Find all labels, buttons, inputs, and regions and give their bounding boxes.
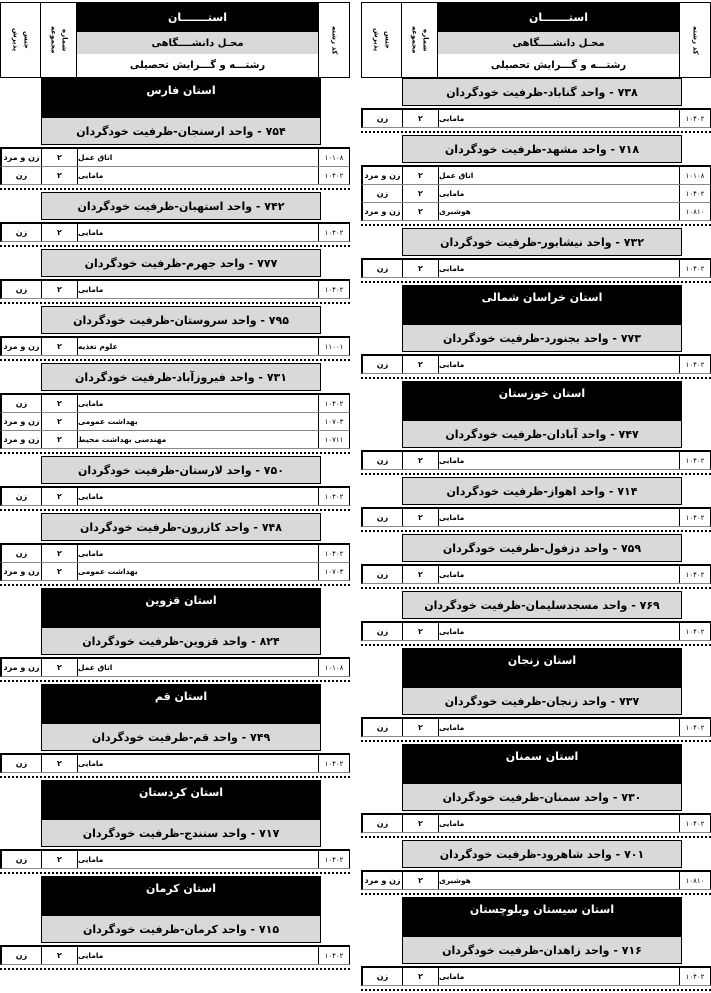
field-name-cell: مامایی — [78, 395, 319, 412]
table-row — [361, 260, 711, 278]
field-code-cell: ۱۰۴۰۲ — [324, 855, 344, 864]
number-cell: ۲ — [42, 851, 78, 868]
sex-cell: زن و مرد — [2, 149, 42, 166]
dotted-separator — [361, 833, 711, 838]
right-table-body — [361, 78, 711, 991]
left-table-body — [0, 78, 350, 970]
unit-title: ۸۲۴ - واحد قزوین-ظرفیت خودگردان — [41, 628, 321, 655]
field-rows — [0, 279, 350, 299]
dotted-separator — [361, 890, 711, 895]
sex-cell: زن — [363, 815, 403, 832]
number-cell: ۲ — [403, 968, 439, 985]
number-cell: ۲ — [42, 167, 78, 184]
field-name-cell: بهداشت عمومی — [78, 413, 319, 430]
unit-block — [361, 78, 711, 133]
unit-block — [0, 363, 350, 454]
sex-cell: زن و مرد — [2, 659, 42, 676]
table-row — [361, 356, 711, 374]
sex-cell: زن — [363, 968, 403, 985]
unit-block — [0, 876, 350, 970]
dotted-separator — [361, 641, 711, 646]
sex-cell: زن — [363, 110, 403, 127]
unit-block — [0, 780, 350, 874]
field-rows — [0, 336, 350, 356]
dotted-separator — [361, 986, 711, 991]
field-code-cell: ۱۰۴۰۲ — [685, 456, 705, 465]
unit-block — [361, 534, 711, 589]
field-rows — [361, 966, 711, 986]
table-row — [0, 395, 350, 413]
dotted-separator — [361, 374, 711, 379]
field-code-cell: ۱۰۴۰۲ — [685, 723, 705, 732]
header-number-cell — [402, 3, 438, 77]
dotted-separator — [361, 221, 711, 226]
province-title: استان خوزستان — [402, 381, 682, 421]
field-name-cell: مامایی — [78, 167, 319, 184]
unit-title: ۷۱۶ - واحد زاهدان-ظرفیت خودگردان — [402, 937, 682, 964]
number-cell: ۲ — [42, 395, 78, 412]
number-cell: ۲ — [42, 149, 78, 166]
unit-title: ۷۱۷ - واحد سنندج-ظرفیت خودگردان — [41, 820, 321, 847]
header-main-cell — [438, 3, 680, 77]
table-row — [361, 719, 711, 737]
number-cell: ۲ — [403, 509, 439, 526]
unit-block — [0, 513, 350, 586]
right-table — [361, 2, 711, 993]
field-name-cell: مامایی — [439, 968, 680, 985]
header-main-cell — [77, 3, 319, 77]
unit-title: ۷۴۹ - واحد قم-ظرفیت خودگردان — [41, 724, 321, 751]
header-code-label: کد رشته — [691, 25, 700, 55]
header-location-label: محـل دانشــــگاهی — [438, 32, 679, 54]
number-cell: ۲ — [42, 431, 78, 448]
field-name-cell: علوم تغذیه — [78, 338, 319, 355]
province-title: استان سمنان — [402, 744, 682, 784]
unit-title: ۷۱۸ - واحد مشهد-ظرفیت خودگردان — [402, 135, 682, 163]
unit-title: ۷۳۷ - واحد زنجان-ظرفیت خودگردان — [402, 688, 682, 715]
table-row — [361, 968, 711, 986]
field-rows — [361, 165, 711, 221]
unit-title: ۷۳۰ - واحد سمنان-ظرفیت خودگردان — [402, 784, 682, 811]
unit-block — [0, 684, 350, 778]
field-rows — [0, 849, 350, 869]
field-code-cell: ۱۰۷۰۳ — [324, 567, 344, 576]
unit-block — [361, 381, 711, 475]
table-row — [361, 623, 711, 641]
unit-title: ۷۵۹ - واحد دزفول-ظرفیت خودگردان — [402, 534, 682, 562]
field-code-cell: ۱۰۴۰۲ — [324, 492, 344, 501]
table-row — [0, 281, 350, 299]
sex-cell: زن — [2, 488, 42, 505]
table-row — [361, 110, 711, 128]
unit-block — [361, 648, 711, 742]
field-rows — [0, 486, 350, 506]
number-cell: ۲ — [42, 413, 78, 430]
number-cell: ۲ — [403, 356, 439, 373]
province-title: استان کرمان — [41, 876, 321, 916]
field-code-cell: ۱۰۴۰۲ — [685, 819, 705, 828]
dotted-separator — [0, 869, 350, 874]
field-rows — [0, 945, 350, 965]
field-rows — [361, 258, 711, 278]
field-code-cell: ۱۰۱۰۸ — [324, 663, 344, 672]
province-title: استان قزوین — [41, 588, 321, 628]
field-rows — [361, 450, 711, 470]
province-title: استان قم — [41, 684, 321, 724]
field-name-cell: مامایی — [78, 224, 319, 241]
number-cell: ۲ — [42, 488, 78, 505]
sex-cell: زن — [2, 224, 42, 241]
header-province-label: استـــــــان — [438, 3, 679, 32]
field-name-cell: مامایی — [78, 488, 319, 505]
header-sex-label: جنس — [22, 31, 31, 49]
dotted-separator — [0, 773, 350, 778]
field-rows — [361, 507, 711, 527]
field-rows — [0, 657, 350, 677]
field-code-cell: ۱۰۴۰۲ — [685, 114, 705, 123]
dotted-separator — [0, 356, 350, 361]
field-rows — [0, 147, 350, 185]
table-row — [361, 452, 711, 470]
field-rows — [361, 813, 711, 833]
number-cell: ۲ — [403, 260, 439, 277]
unit-title: ۷۴۲ - واحد استهبان-ظرفیت خودگردان — [41, 192, 321, 220]
dotted-separator — [0, 506, 350, 511]
field-rows — [361, 108, 711, 128]
table-row — [0, 488, 350, 506]
province-title: استان زنجان — [402, 648, 682, 688]
table-row — [361, 872, 711, 890]
number-cell: ۲ — [42, 755, 78, 772]
field-code-cell: ۱۰۱۰۸ — [685, 171, 705, 180]
table-row — [0, 947, 350, 965]
field-name-cell: مامایی — [439, 110, 680, 127]
table-row — [0, 755, 350, 773]
field-code-cell: ۱۰۸۱۰ — [685, 876, 705, 885]
unit-title: ۷۱۴ - واحد اهواز-ظرفیت خودگردان — [402, 477, 682, 505]
number-cell: ۲ — [403, 623, 439, 640]
sex-cell: زن و مرد — [2, 338, 42, 355]
field-name-cell: مامایی — [439, 815, 680, 832]
field-name-cell: مامایی — [439, 719, 680, 736]
unit-title: ۷۱۵ - واحد کرمان-ظرفیت خودگردان — [41, 916, 321, 943]
sex-cell: زن و مرد — [363, 167, 403, 184]
unit-block — [361, 285, 711, 379]
field-name-cell: مامایی — [78, 281, 319, 298]
header-number-cell — [41, 3, 77, 77]
number-cell: ۲ — [42, 947, 78, 964]
field-code-cell: ۱۰۴۰۲ — [685, 189, 705, 198]
field-code-cell: ۱۰۴۰۲ — [685, 360, 705, 369]
field-code-cell: ۱۰۴۰۲ — [685, 627, 705, 636]
table-row — [0, 167, 350, 185]
table-row — [0, 563, 350, 581]
field-code-cell: ۱۰۴۰۲ — [685, 972, 705, 981]
table-row — [0, 545, 350, 563]
sex-cell: زن — [2, 281, 42, 298]
header-admission-label: پذیرش — [372, 28, 381, 52]
field-name-cell: اتاق عمل — [78, 659, 319, 676]
sex-cell: زن — [2, 851, 42, 868]
number-cell: ۲ — [42, 338, 78, 355]
unit-title: ۷۵۰ - واحد لارستان-ظرفیت خودگردان — [41, 456, 321, 484]
unit-block — [361, 228, 711, 283]
field-code-cell: ۱۰۴۰۲ — [685, 570, 705, 579]
sex-cell: زن و مرد — [363, 203, 403, 220]
field-code-cell: ۱۰۴۰۲ — [324, 285, 344, 294]
field-name-cell: مامایی — [439, 566, 680, 583]
field-code-cell: ۱۰۷۱۱ — [324, 435, 344, 444]
sex-cell: زن و مرد — [2, 563, 42, 580]
number-cell: ۲ — [42, 545, 78, 562]
table-row — [0, 659, 350, 677]
field-name-cell: هوشبری — [439, 872, 680, 889]
field-code-cell: ۱۰۱۰۸ — [324, 153, 344, 162]
table-row — [0, 431, 350, 449]
sex-cell: زن و مرد — [2, 413, 42, 430]
field-name-cell: مامایی — [439, 356, 680, 373]
field-name-cell: اتاق عمل — [439, 167, 680, 184]
dotted-separator — [0, 677, 350, 682]
field-code-cell: ۱۰۴۰۲ — [324, 549, 344, 558]
unit-block — [0, 588, 350, 682]
header-sex-cell — [1, 3, 41, 77]
field-code-cell: ۱۰۴۰۲ — [324, 759, 344, 768]
number-cell: ۲ — [403, 719, 439, 736]
field-code-cell: ۱۱۰۰۱ — [324, 342, 344, 351]
dotted-separator — [361, 470, 711, 475]
unit-block — [361, 744, 711, 838]
unit-title: ۷۵۴ - واحد ارسنجان-ظرفیت خودگردان — [41, 118, 321, 145]
sex-cell: زن — [2, 167, 42, 184]
sex-cell: زن — [2, 395, 42, 412]
table-row — [0, 224, 350, 242]
unit-title: ۷۴۷ - واحد آبادان-ظرفیت خودگردان — [402, 421, 682, 448]
unit-title: ۷۷۳ - واحد بجنورد-ظرفیت خودگردان — [402, 325, 682, 352]
number-cell: ۲ — [403, 566, 439, 583]
dotted-separator — [0, 965, 350, 970]
header-number-label: شماره — [60, 28, 69, 52]
sex-cell: زن — [2, 947, 42, 964]
unit-title: ۷۰۱ - واحد شاهرود-ظرفیت خودگردان — [402, 840, 682, 868]
number-cell: ۲ — [42, 563, 78, 580]
field-name-cell: مامایی — [439, 452, 680, 469]
header-set-label: مجموعه — [49, 26, 58, 54]
unit-title: ۷۴۸ - واحد کازرون-ظرفیت خودگردان — [41, 513, 321, 541]
unit-block — [0, 192, 350, 247]
sex-cell: زن — [363, 185, 403, 202]
field-code-cell: ۱۰۴۰۲ — [324, 228, 344, 237]
sex-cell: زن — [2, 755, 42, 772]
field-name-cell: مامایی — [78, 755, 319, 772]
unit-block — [361, 477, 711, 532]
table-row — [0, 338, 350, 356]
header-sex-label: جنس — [383, 31, 392, 49]
field-code-cell: ۱۰۸۱۰ — [685, 207, 705, 216]
field-name-cell: اتاق عمل — [78, 149, 319, 166]
header-number-label: شماره — [421, 28, 430, 52]
unit-block — [0, 456, 350, 511]
number-cell: ۲ — [403, 167, 439, 184]
field-name-cell: مامایی — [78, 851, 319, 868]
field-code-cell: ۱۰۴۰۲ — [685, 264, 705, 273]
field-rows — [0, 222, 350, 242]
left-table — [0, 2, 350, 972]
table-row — [361, 815, 711, 833]
sex-cell: زن و مرد — [2, 431, 42, 448]
unit-block — [0, 306, 350, 361]
field-name-cell: مامایی — [78, 545, 319, 562]
field-name-cell: هوشبری — [439, 203, 680, 220]
table-header — [0, 2, 350, 78]
number-cell: ۲ — [403, 872, 439, 889]
table-row — [0, 149, 350, 167]
unit-block — [0, 78, 350, 190]
sex-cell: زن — [363, 509, 403, 526]
dotted-separator — [0, 581, 350, 586]
dotted-separator — [361, 278, 711, 283]
header-set-label: مجموعه — [410, 26, 419, 54]
field-name-cell: مامایی — [439, 260, 680, 277]
table-row — [361, 566, 711, 584]
unit-title: ۷۳۲ - واحد نیشابور-ظرفیت خودگردان — [402, 228, 682, 256]
dotted-separator — [0, 242, 350, 247]
unit-block — [361, 840, 711, 895]
table-row — [361, 185, 711, 203]
unit-title: ۷۳۱ - واحد فیروزآباد-ظرفیت خودگردان — [41, 363, 321, 391]
field-code-cell: ۱۰۴۰۲ — [324, 399, 344, 408]
field-name-cell: مامایی — [439, 623, 680, 640]
province-title: استان کردستان — [41, 780, 321, 820]
field-code-cell: ۱۰۷۰۳ — [324, 417, 344, 426]
field-name-cell: مهندسی بهداشت محیط — [78, 431, 319, 448]
field-code-cell: ۱۰۴۰۲ — [324, 951, 344, 960]
table-row — [361, 203, 711, 221]
province-title: استان سیستان وبلوچستان — [402, 897, 682, 937]
unit-block — [361, 897, 711, 991]
header-field-label: رشتـــه و گـــرایش تحصیلی — [438, 54, 679, 77]
unit-title: ۷۶۹ - واحد مسجدسلیمان-ظرفیت خودگردان — [402, 591, 682, 619]
field-code-cell: ۱۰۴۰۲ — [685, 513, 705, 522]
province-title: استان خراسان شمالی — [402, 285, 682, 325]
unit-title: ۷۹۵ - واحد سروستان-ظرفیت خودگردان — [41, 306, 321, 334]
field-rows — [361, 621, 711, 641]
dotted-separator — [0, 299, 350, 304]
header-field-label: رشتـــه و گـــرایش تحصیلی — [77, 54, 318, 77]
unit-title: ۷۳۸ - واحد گناباد-ظرفیت خودگردان — [402, 78, 682, 106]
dotted-separator — [361, 737, 711, 742]
field-name-cell: مامایی — [439, 509, 680, 526]
table-row — [0, 413, 350, 431]
dotted-separator — [0, 185, 350, 190]
field-name-cell: بهداشت عمومی — [78, 563, 319, 580]
unit-block — [0, 249, 350, 304]
province-title: استان فارس — [41, 78, 321, 118]
field-rows — [0, 543, 350, 581]
dotted-separator — [361, 584, 711, 589]
field-rows — [361, 564, 711, 584]
sex-cell: زن — [363, 452, 403, 469]
table-header — [361, 2, 711, 78]
unit-block — [361, 135, 711, 226]
sex-cell: زن — [363, 260, 403, 277]
field-name-cell: مامایی — [439, 185, 680, 202]
number-cell: ۲ — [403, 452, 439, 469]
dotted-separator — [361, 527, 711, 532]
field-rows — [0, 753, 350, 773]
field-rows — [361, 717, 711, 737]
field-code-cell: ۱۰۴۰۲ — [324, 171, 344, 180]
number-cell: ۲ — [42, 224, 78, 241]
table-row — [361, 167, 711, 185]
header-location-label: محـل دانشــــگاهی — [77, 32, 318, 54]
table-row — [0, 851, 350, 869]
sex-cell: زن — [363, 356, 403, 373]
number-cell: ۲ — [403, 815, 439, 832]
header-admission-label: پذیرش — [11, 28, 20, 52]
header-sex-cell — [362, 3, 402, 77]
unit-block — [361, 591, 711, 646]
sex-cell: زن — [363, 623, 403, 640]
header-province-label: استـــــــان — [77, 3, 318, 32]
sex-cell: زن و مرد — [363, 872, 403, 889]
number-cell: ۲ — [42, 281, 78, 298]
number-cell: ۲ — [403, 203, 439, 220]
number-cell: ۲ — [42, 659, 78, 676]
table-row — [361, 509, 711, 527]
header-code-label: کد رشته — [330, 25, 339, 55]
number-cell: ۲ — [403, 110, 439, 127]
sex-cell: زن — [363, 719, 403, 736]
field-rows — [0, 393, 350, 449]
field-name-cell: مامایی — [78, 947, 319, 964]
sex-cell: زن — [2, 545, 42, 562]
header-code-cell — [319, 3, 349, 77]
header-code-cell — [680, 3, 710, 77]
unit-title: ۷۷۷ - واحد جهرم-ظرفیت خودگردان — [41, 249, 321, 277]
dotted-separator — [0, 449, 350, 454]
dotted-separator — [361, 128, 711, 133]
sex-cell: زن — [363, 566, 403, 583]
field-rows — [361, 870, 711, 890]
number-cell: ۲ — [403, 185, 439, 202]
field-rows — [361, 354, 711, 374]
